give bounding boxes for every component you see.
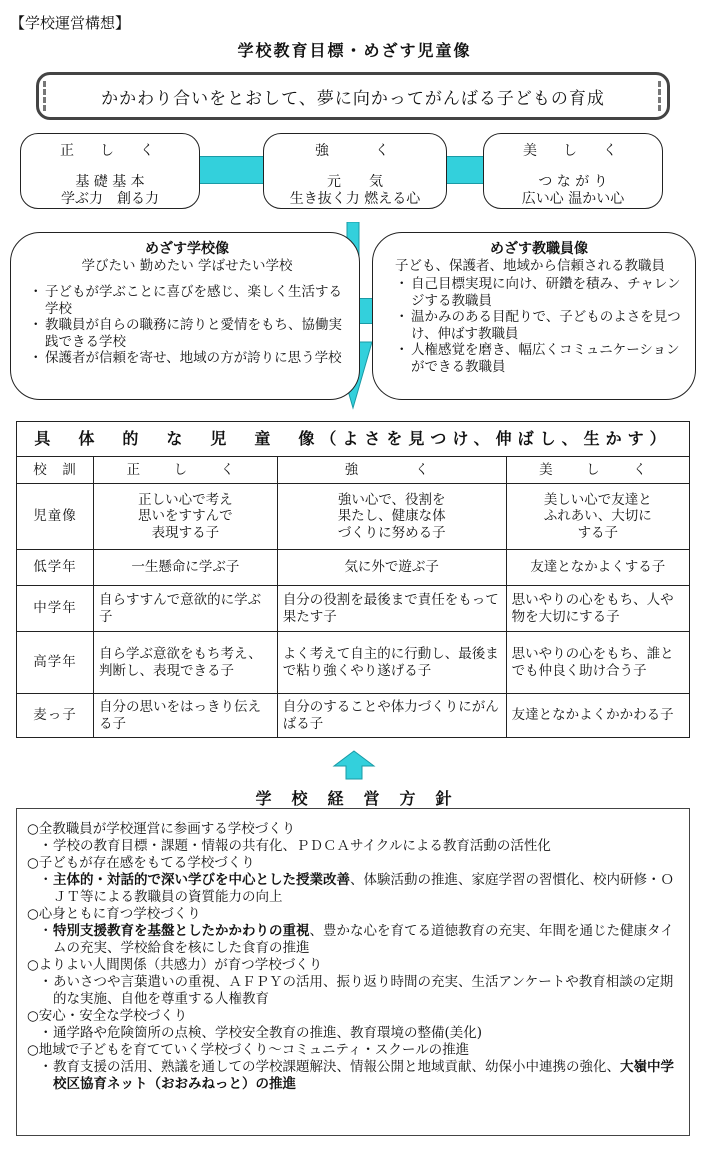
policy-detail — [27, 1059, 679, 1093]
list-item: ・ 自己目標実現に向け、研鑽を積み、チャレンジする教職員 — [395, 276, 683, 309]
pillar-connector — [198, 156, 264, 184]
table-cell: よく考えて自主的に行動し、最後まで粘り強くやり遂げる子 — [277, 632, 506, 694]
table-cell: 思いやりの心をもち、人や物を大切にする子 — [506, 586, 689, 632]
list-item: ・ 子どもが学ぶことに喜びを感じ、楽しく生活する学校 — [29, 284, 345, 317]
policy-detail-emphasis: 主体的・対話的で深い学びを中心とした授業改善 — [53, 872, 350, 888]
table-header: 具 体 的 な 児 童 像（よさを見つけ、伸ばし、生かす） — [17, 422, 690, 457]
table-row — [17, 550, 690, 586]
staff-image-intro: 子ども、保護者、地域から信頼される教職員 — [395, 257, 665, 274]
policy-heading: ○よりよい人間関係（共感力）が育つ学校づくり — [27, 957, 323, 973]
pillar-line: 学ぶ力 創る力 — [61, 191, 159, 207]
school-image-box — [10, 232, 360, 400]
pillar-heading: 美 し く — [523, 143, 623, 159]
policy-detail-text: あいさつや言葉遣いの重視、ＡＦＰＹの活用、振り返り時間の充実、生活アンケートや教育相談の定期的な実施、自他を尊重する人権教育 — [53, 974, 674, 1007]
policy-heading: ○子どもが存在感をもてる学校づくり — [27, 855, 255, 871]
policy-detail — [27, 1025, 679, 1042]
policy-heading: ○安心・安全な学校づくり — [27, 1008, 188, 1024]
pillar-line: 基 礎 基 本 — [75, 174, 145, 190]
table-cell: 自分の役割を最後まで責任をもって果たす子 — [277, 586, 506, 632]
policy-detail-text: 、豊かな心を育てる道徳教育の充実、年間を通じた健康タイムの充実、学校給食を核にした食育の推進 — [53, 923, 674, 956]
pillar-tadashiku — [20, 133, 200, 209]
motto-banner — [36, 72, 670, 120]
policy-detail-emphasis: 特別支援教育を基盤としたかかわりの重視 — [53, 923, 310, 939]
list-item: ・ 温かみのある目配りで、子どものよさを見つけ、伸ばす教職員 — [395, 309, 683, 342]
policy-heading: ○全教職員が学校運営に参画する学校づくり — [27, 821, 296, 837]
pillar-connector — [446, 156, 484, 184]
table-cell: 一生懸命に学ぶ子 — [94, 550, 278, 586]
policy-detail-text: 教育支援の活用、熟議を通しての学校課題解決、情報公開と地域貢献、幼保小中連携の強化、 — [53, 1059, 620, 1075]
policy-detail — [27, 974, 679, 1008]
policy-detail — [27, 923, 679, 957]
motto-text: かかわり合いをとおして、夢に向かってがんばる子どもの育成 — [101, 88, 605, 109]
policy-title: 学 校 経 営 方 針 — [255, 789, 454, 808]
row-label: 高学年 — [17, 632, 94, 694]
up-arrow-icon — [332, 750, 376, 780]
column-header: 正 し く — [94, 457, 278, 484]
policy-detail-text: 、体験活動の推進、家庭学習の習慣化、校内研修・ＯＪＴ等による教職員の資質能力の向上 — [53, 872, 674, 905]
pillar-tsuyoku — [263, 133, 447, 209]
row-label: 麦っ子 — [17, 694, 94, 738]
table-cell: 強い心で、役割を 果たし、健康な体 づくりに努める子 — [277, 484, 506, 550]
table-row — [17, 586, 690, 632]
policy-box — [16, 808, 690, 1136]
table-cell: 自分の思いをはっきり伝える子 — [94, 694, 278, 738]
pillar-utsukushiku — [483, 133, 663, 209]
pillar-line: つ な が り — [538, 174, 608, 190]
section-label: 【学校運営構想】 — [10, 14, 131, 32]
pillar-heading: 正 し く — [60, 143, 160, 159]
table-row — [17, 484, 690, 550]
table-cell: 美しい心で友達と ふれあい、大切に する子 — [506, 484, 689, 550]
goal-title: 学校教育目標・めざす児童像 — [237, 41, 472, 60]
pillar-heading: 強 く — [315, 143, 395, 159]
table-cell: 友達となかよくかかわる子 — [506, 694, 689, 738]
pillar-line: 元 気 — [327, 174, 383, 190]
table-row — [17, 632, 690, 694]
policy-detail — [27, 838, 679, 855]
column-header: 強 く — [277, 457, 506, 484]
table-row — [17, 694, 690, 738]
row-label: 児童像 — [17, 484, 94, 550]
policy-detail-text: 通学路や危険箇所の点検、学校安全教育の推進、教育環境の整備(美化) — [53, 1025, 483, 1041]
table-cell: 思いやりの心をもち、誰とでも仲良く助け合う子 — [506, 632, 689, 694]
pillar-line: 広い心 温かい心 — [521, 191, 625, 207]
column-header: 美 し く — [506, 457, 689, 484]
table-cell: 正しい心で考え 思いをすすんで 表現する子 — [94, 484, 278, 550]
staff-image-box — [372, 232, 696, 400]
list-item: ・ 保護者が信頼を寄せ、地域の方が誇りに思う学校 — [29, 350, 345, 367]
list-item: ・ 人権感覚を磨き、幅広くコミュニケーションができる教職員 — [395, 342, 683, 375]
list-item: ・ 教職員が自らの職務に誇りと愛情をもち、協働実践できる学校 — [29, 317, 345, 350]
row-label: 低学年 — [17, 550, 94, 586]
school-image-title: めざす学校像 — [145, 241, 229, 257]
table-cell: 自らすすんで意欲的に学ぶ子 — [94, 586, 278, 632]
policy-detail-emphasis: 大嶺中学校区協育ネット（おおみねっと）の推進 — [53, 1059, 674, 1092]
school-image-subtitle: 学びたい 勤めたい 学ばせたい学校 — [81, 257, 293, 274]
table-cell: 気に外で遊ぶ子 — [277, 550, 506, 586]
policy-detail-text: 学校の教育目標・課題・情報の共有化、ＰＤＣＡサイクルによる教育活動の活性化 — [53, 838, 551, 854]
table-cell: 自分のすることや体力づくりにがんばる子 — [277, 694, 506, 738]
policy-heading: ○地域で子どもを育てていく学校づくり～コミュニティ・スクールの推進 — [27, 1042, 470, 1058]
row-label: 中学年 — [17, 586, 94, 632]
policy-detail — [27, 872, 679, 906]
table-cell: 友達となかよくする子 — [506, 550, 689, 586]
child-image-table — [16, 421, 690, 738]
staff-image-title: めざす教職員像 — [490, 241, 588, 257]
pillar-line: 生き抜く力 燃える心 — [289, 191, 421, 207]
policy-heading: ○心身ともに育つ学校づくり — [27, 906, 201, 922]
table-cell: 自ら学ぶ意欲をもち考え、判断し、表現できる子 — [94, 632, 278, 694]
column-label: 校 訓 — [17, 457, 94, 484]
